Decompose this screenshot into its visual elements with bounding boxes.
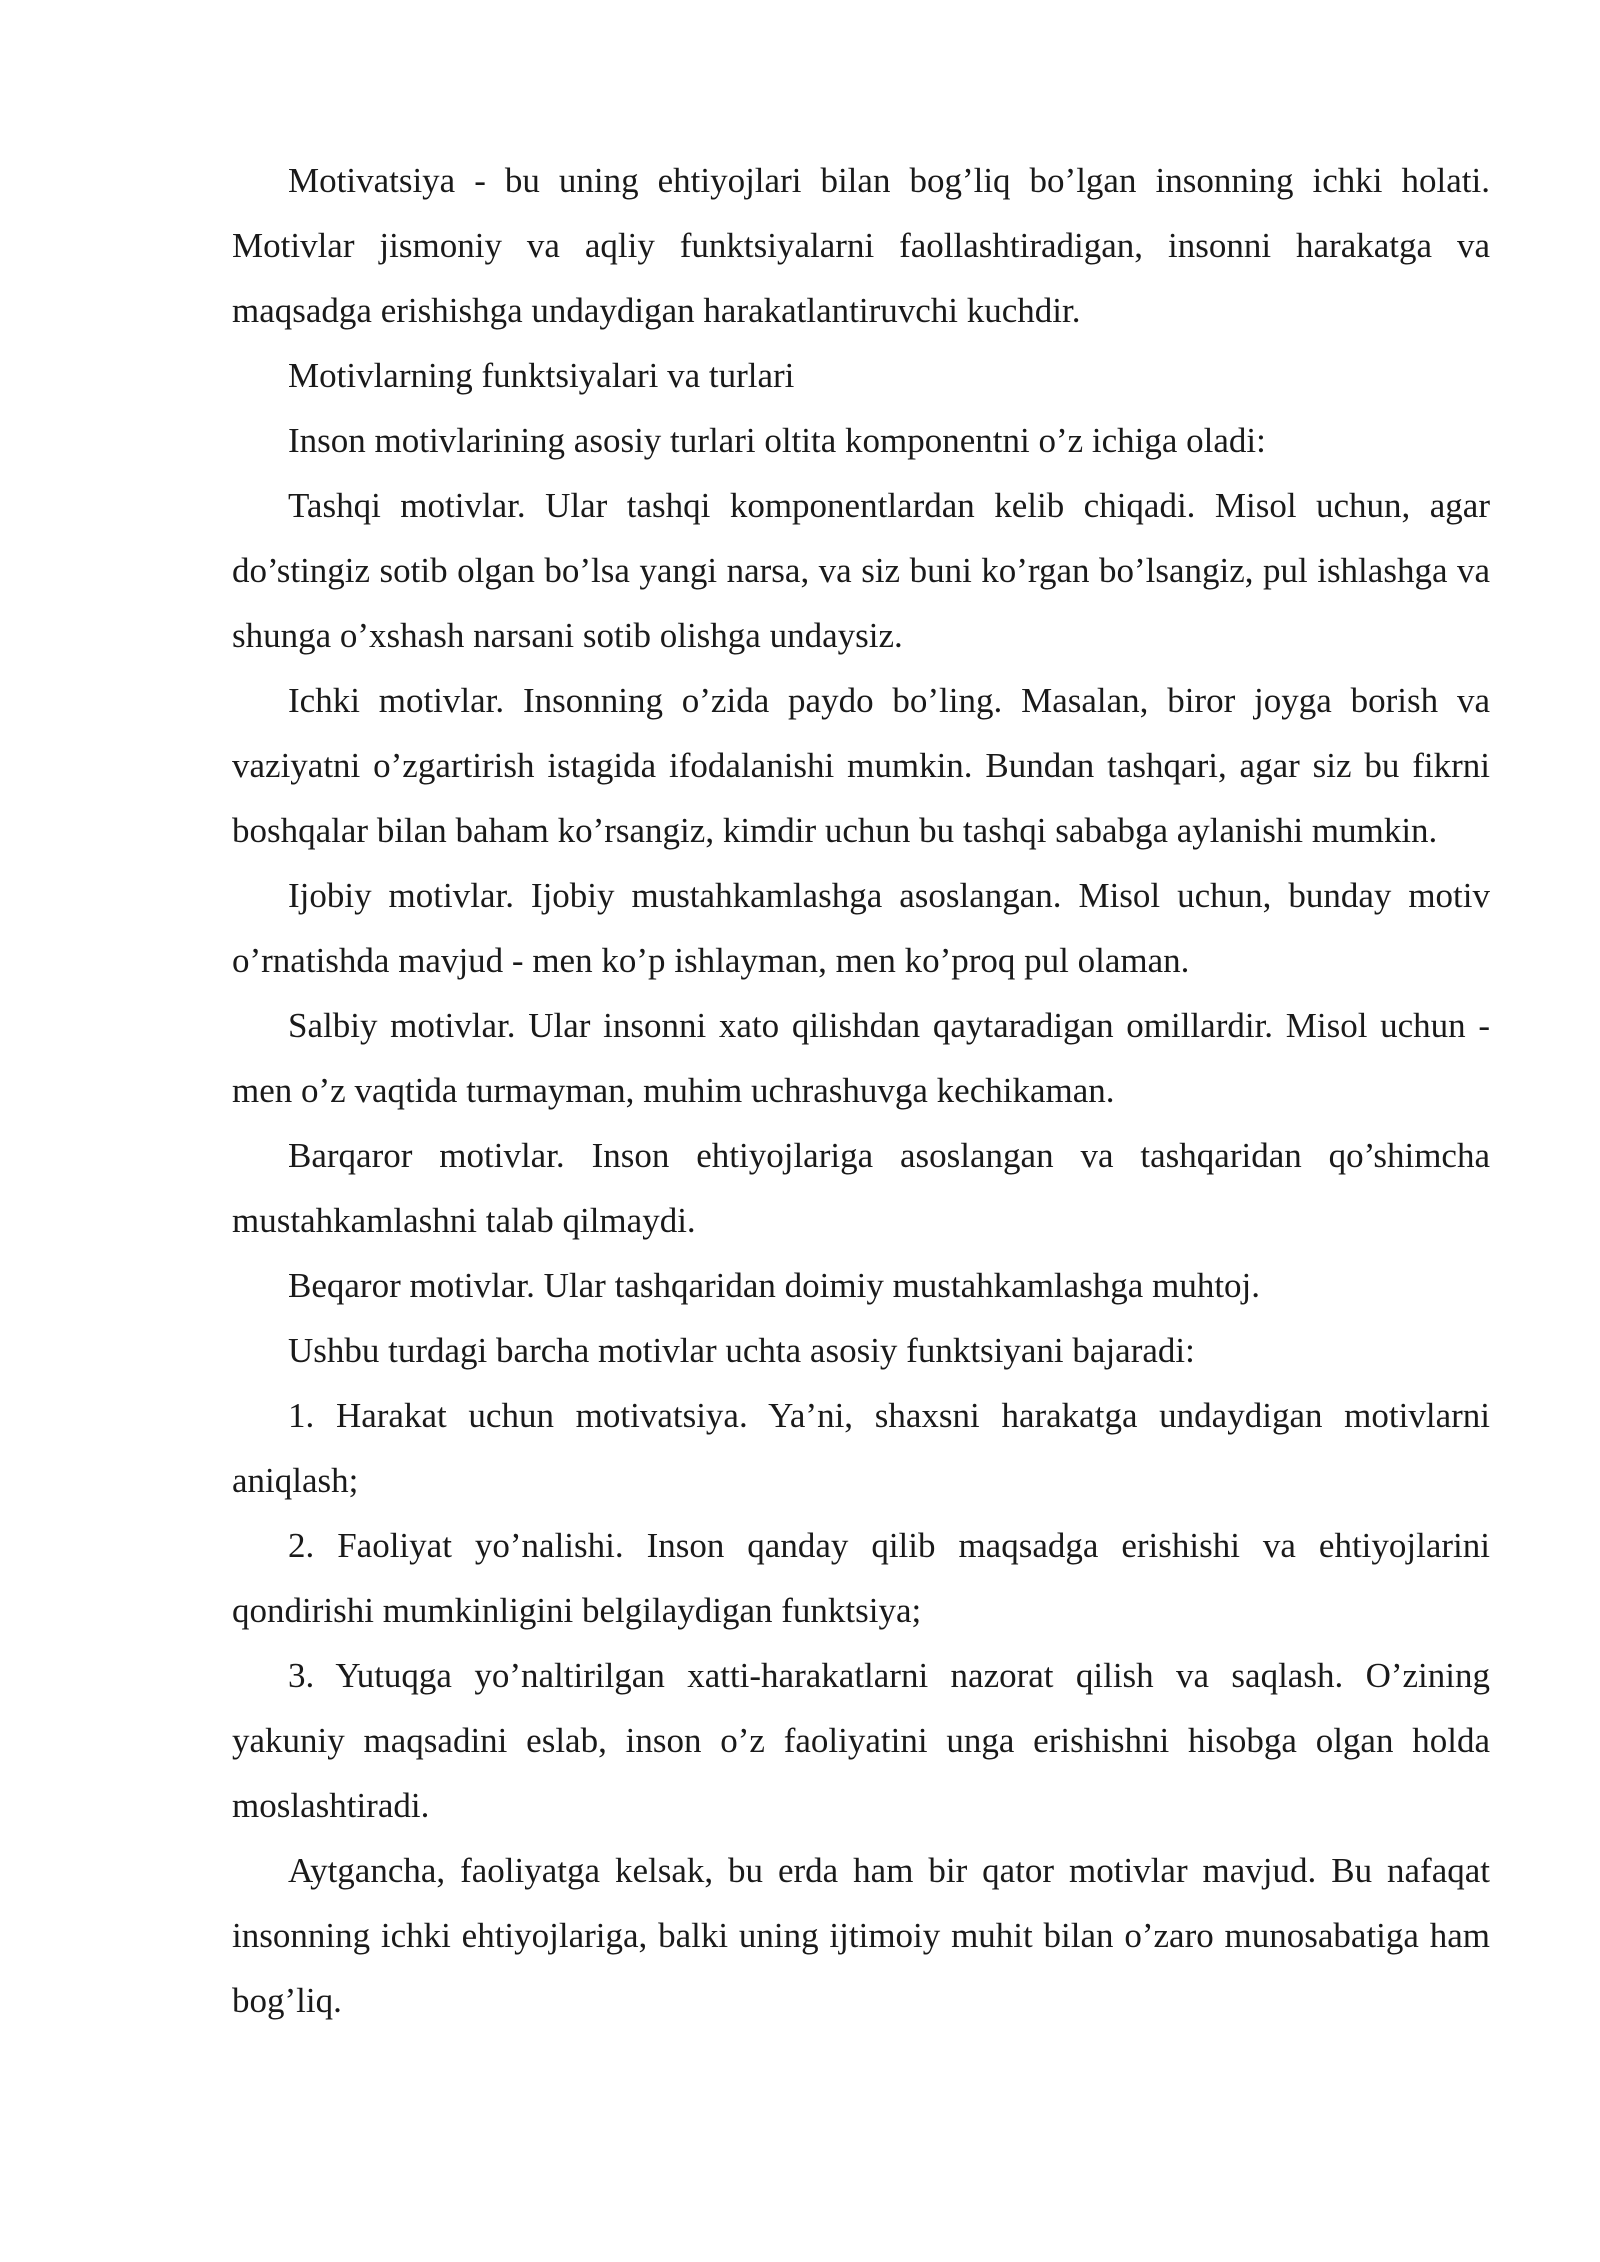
- paragraph-stable-motives: Barqaror motivlar. Inson ehtiyojlariga asoslangan va tashqaridan qo’shimcha mustahkamlashni talab qilmaydi.: [232, 1136, 1490, 1240]
- paragraph-negative-motives: Salbiy motivlar. Ular insonni xato qilishdan qaytaradigan omillardir. Misol uchun - men o’z vaqtida turmayman, muhim uchrashuvga kechikaman.: [232, 1006, 1490, 1110]
- list-item-function-3: 3. Yutuqga yo’naltirilgan xatti-harakatlarni nazorat qilish va saqlash. O’zining yakuniy maqsadini eslab, inson o’z faoliyatini unga erishishni hisobga olgan holda moslashtiradi.: [232, 1656, 1490, 1825]
- paragraph-intro: Inson motivlarining asosiy turlari oltita komponentni o’z ichiga oladi:: [288, 421, 1266, 460]
- section-heading: Motivlarning funktsiyalari va turlari: [288, 356, 795, 395]
- paragraph-definition: Motivatsiya - bu uning ehtiyojlari bilan bog’liq bo’lgan insonning ichki holati. Motivlar jismoniy va aqliy funktsiyalarni faollashtiradigan, insonni harakatga va maqsadga erishishga undaydigan harakatlantiruvchi kuchdir.: [232, 161, 1490, 330]
- paragraph-unstable-motives: Beqaror motivlar. Ular tashqaridan doimiy mustahkamlashga muhtoj.: [288, 1266, 1261, 1305]
- paragraph-positive-motives: Ijobiy motivlar. Ijobiy mustahkamlashga asoslangan. Misol uchun, bunday motiv o’rnatishda mavjud - men ko’p ishlayman, men ko’proq pul olaman.: [232, 876, 1490, 980]
- paragraph-external-motives: Tashqi motivlar. Ular tashqi komponentlardan kelib chiqadi. Misol uchun, agar do’stingiz sotib olgan bo’lsa yangi narsa, va siz buni ko’rgan bo’lsangiz, pul ishlashga va shunga o’xshash narsani sotib olishga undaysiz.: [232, 486, 1490, 655]
- paragraph-conclusion: Aytgancha, faoliyatga kelsak, bu erda ham bir qator motivlar mavjud. Bu nafaqat insonning ichki ehtiyojlariga, balki uning ijtimoiy muhit bilan o’zaro munosabatiga ham bog’liq.: [232, 1851, 1490, 2020]
- list-item-function-1: 1. Harakat uchun motivatsiya. Ya’ni, shaxsni harakatga undaydigan motivlarni aniqlash;: [232, 1396, 1490, 1500]
- document-body: [232, 148, 1490, 2033]
- paragraph-functions-intro: Ushbu turdagi barcha motivlar uchta asosiy funktsiyani bajaradi:: [288, 1331, 1195, 1370]
- paragraph-internal-motives: Ichki motivlar. Insonning o’zida paydo bo’ling. Masalan, biror joyga borish va vaziyatni o’zgartirish istagida ifodalanishi mumkin. Bundan tashqari, agar siz bu fikrni boshqalar bilan baham ko’rsangiz, kimdir uchun bu tashqi sababga aylanishi mumkin.: [232, 681, 1490, 850]
- list-item-function-2: 2. Faoliyat yo’nalishi. Inson qanday qilib maqsadga erishishi va ehtiyojlarini qondirishi mumkinligini belgilaydigan funktsiya;: [232, 1526, 1490, 1630]
